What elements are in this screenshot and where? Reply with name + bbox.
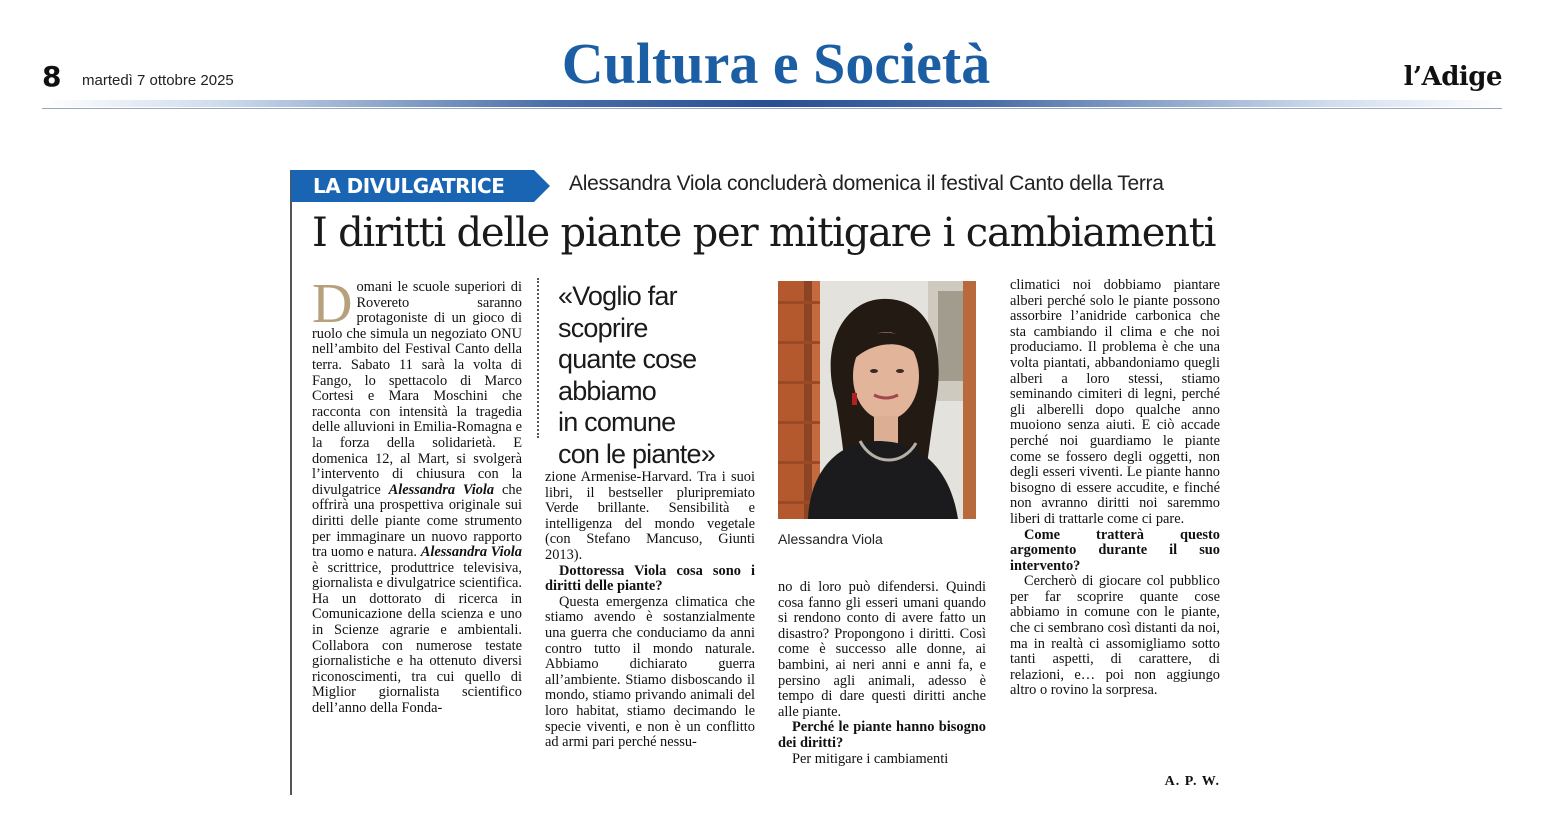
article-column-1 bbox=[312, 273, 522, 717]
pull-quote-line: abbiamo bbox=[558, 375, 656, 406]
interview-answer: Cercherò di giocare col pubblico per far scoprire quante cose abbiamo in comune con le piante, che ci sembrano così distanti da noi, ma in realtà ci assomigliamo sotto tanti aspetti, di carattere, di relazioni, e… poi non aggiungo altro o rovino la sorpresa. bbox=[1010, 573, 1220, 699]
pullquote-rule bbox=[537, 278, 539, 438]
body-paragraph: climatici noi dobbiamo piantare alberi perché solo le piante possono assorbire l’anidride carbonica che sta cambiando il clima e che noi produciamo. Il problema è che una volta piantati, abbandoniamo quegli alberi a loro stessi, stiamo seminando cimiteri di legni, perché gli alberelli dopo qualche anno muoiono senza aiuti. E ciò accade perché noi guardiamo le piante come se fossero degli oggetti, non degli esseri viventi. Le piante hanno bisogno di essere accudite, e finché non avranno diritti noi saremmo liberi di trattarle come ci pare. bbox=[1010, 277, 1220, 527]
interview-answer: Questa emergenza climatica che stiamo avendo è sostanzialmente una guerra che conduciamo da anni contro tutto il mondo naturale. Abbiamo dichiarato guerra all’ambiente. Stiamo disboscando il mondo, stiamo privando animali del loro habitat, stiamo decimando le specie viventi, e non è un conflitto ad armi pari perché nessu- bbox=[545, 593, 755, 751]
interview-question: Come tratterà questo argomento durante il suo intervento? bbox=[1010, 526, 1220, 574]
section-title: Cultura e Società bbox=[561, 31, 991, 96]
article-column-4 bbox=[1010, 278, 1220, 699]
kicker-arrow-icon bbox=[534, 170, 550, 202]
body-paragraph: zione Armenise-Harvard. Tra i suoi libri, il bestseller pluripremiato Verde brillante. Sensibilità e intelligenza del mondo vegetale (con Stefano Mancuso, Giunti 2013). bbox=[545, 469, 755, 563]
interview-answer: Per mitigare i cambiamenti bbox=[792, 750, 949, 767]
body-paragraph: Domani le scuole superiori di Rovereto saranno protagoniste di un gioco di ruolo che simula un negoziato ONU nell’ambito del Festival Canto della terra. Sabato 11 sarà la volta di Fango, lo spettacolo di Marco Cortesi e Mara Moschini che racconta con intensità la tragedia delle alluvioni in Emilia-Romagna e la forza della solidarietà. E domenica 12, al Mart, si svolgerà l’intervento di chiusura con la divulgatrice Alessandra Viola che offrirà una prospettiva originale sui diritti delle piante come strumento per immaginare un nuovo rapporto tra uomo e natura. Alessandra Viola è scrittrice, produttrice televisiva, giornalista e divulgatrice scientifica. Ha un dottorato di ricerca in Comunicazione della scienza e uno in Scienze agrarie e ambientali. Collabora con numerose testate giornalistiche e ha ottenuto diversi riconoscimenti, tra cui quello di Miglior giornalista scientifico dell’anno della Fonda- bbox=[312, 273, 522, 717]
kicker-label: LA DIVULGATRICE bbox=[291, 170, 534, 202]
portrait-illustration bbox=[778, 281, 976, 519]
issue-date: martedì 7 ottobre 2025 bbox=[82, 72, 234, 89]
kicker-tag bbox=[291, 170, 559, 202]
pull-quote-line: quante cose bbox=[558, 344, 697, 374]
pull-quote-line: in comune bbox=[558, 407, 676, 437]
interview-question: Perché le piante hanno bisogno dei diritti? bbox=[778, 719, 986, 751]
kicker-text: Alessandra Viola concluderà domenica il festival Canto della Terra bbox=[569, 172, 1164, 195]
pull-quote-line: con le piante» bbox=[558, 438, 715, 469]
article-column-2 bbox=[545, 470, 755, 751]
dropcap: D bbox=[312, 273, 353, 335]
body-paragraph: no di loro può difendersi. Quindi cosa fanno gli esseri umani quando si rendono conto di avere fatto un disastro? Propongono i diritti. Così come è successo alle donne, ai bambini, ai neri anni e anni fa, e persino agli animali, adesso è tempo di dare questi diritti anche alle piante. bbox=[778, 579, 986, 720]
page-number: 8 bbox=[42, 60, 62, 93]
article-column-3 bbox=[778, 580, 986, 767]
pull-quote bbox=[558, 281, 773, 470]
headline: I diritti delle piante per mitigare i cambiamenti bbox=[312, 210, 1216, 256]
photo-caption: Alessandra Viola bbox=[778, 531, 883, 547]
interview-question: Dottoressa Viola cosa sono i diritti delle piante? bbox=[545, 562, 755, 595]
newspaper-masthead: l’Adige bbox=[1403, 62, 1502, 92]
article-left-rule bbox=[290, 170, 292, 795]
header-gradient-rule bbox=[42, 100, 1502, 107]
portrait-photo bbox=[778, 281, 976, 519]
pull-quote-line: «Voglio far scoprire bbox=[558, 281, 677, 343]
author-signature: A. P. W. bbox=[1164, 774, 1220, 789]
header-thin-rule bbox=[42, 108, 1502, 109]
